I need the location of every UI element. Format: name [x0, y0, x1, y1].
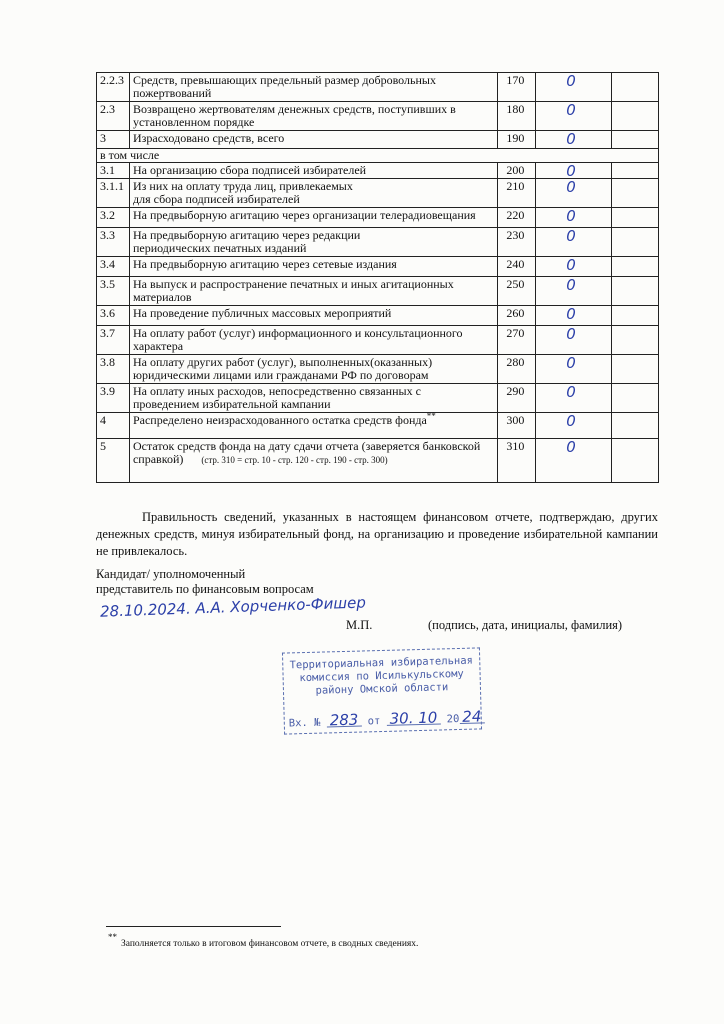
- row-number: 4: [97, 413, 130, 439]
- row-note-cell: [612, 413, 659, 439]
- handwritten-value: 0: [566, 438, 576, 456]
- row-code: 190: [498, 131, 536, 149]
- table-row: [97, 439, 659, 483]
- row-name-line: Распределено неизрасходованного остатка средств фонда: [132, 413, 427, 427]
- row-code: 260: [498, 306, 536, 326]
- row-code: 230: [498, 228, 536, 257]
- table-row: [97, 257, 659, 277]
- row-name-line: юридическими лицами или гражданами РФ по договорам: [132, 368, 429, 382]
- confirmation-text: Правильность сведений, указанных в настоящем финансовом отчете, подтверждаю, других денежных средств, минуя избирательный фонд, на организацию и проведение избирательной кампании не привлекалось.: [96, 510, 658, 558]
- row-code: 280: [498, 355, 536, 384]
- table-row: [97, 73, 659, 102]
- row-name-line: Из них на оплату труда лиц, привлекаемых: [132, 179, 353, 193]
- row-formula: (стр. 310 = стр. 10 - стр. 120 - стр. 190 - стр. 300): [201, 455, 388, 465]
- row-name-line: На предвыборную агитацию через сетевые издания: [132, 257, 397, 271]
- row-value-cell: [536, 355, 612, 384]
- row-number: 2.2.3: [97, 73, 130, 102]
- row-note-cell: [612, 73, 659, 102]
- handwritten-value: 0: [566, 162, 576, 180]
- stamp-day-month: 30. 10: [386, 711, 440, 725]
- handwritten-value: 0: [566, 256, 576, 274]
- signer-title-line-2: представитель по финансовым вопросам: [96, 582, 314, 596]
- table-row: [97, 326, 659, 355]
- row-name: [129, 413, 497, 439]
- row-name: [129, 179, 497, 208]
- row-name: [129, 384, 497, 413]
- stamp-in-prefix: Вх. №: [288, 716, 321, 730]
- row-value-cell: [536, 73, 612, 102]
- table-row: [97, 179, 659, 208]
- row-note-cell: [612, 355, 659, 384]
- row-name-line: справкой): [132, 452, 184, 466]
- row-value-cell: [536, 131, 612, 149]
- row-code: 250: [498, 277, 536, 306]
- row-note-cell: [612, 163, 659, 179]
- row-note-cell: [612, 102, 659, 131]
- table-row: [97, 131, 659, 149]
- row-code: 290: [498, 384, 536, 413]
- row-name-line: На оплату иных расходов, непосредственно связанных с: [132, 384, 421, 398]
- row-name-line: Средств, превышающих предельный размер добровольных: [132, 73, 436, 87]
- row-code: 180: [498, 102, 536, 131]
- row-value-cell: [536, 163, 612, 179]
- row-note-cell: [612, 439, 659, 483]
- row-number: 3.7: [97, 326, 130, 355]
- row-number: 3.8: [97, 355, 130, 384]
- seal-place-label: М.П.: [346, 618, 373, 632]
- row-code: 300: [498, 413, 536, 439]
- row-number: 5: [97, 439, 130, 483]
- row-number: 3.4: [97, 257, 130, 277]
- row-name: [129, 355, 497, 384]
- row-name-line: характера: [132, 339, 184, 353]
- row-name: [129, 208, 497, 228]
- row-number: 3.1: [97, 163, 130, 179]
- stamp-from-label: от: [367, 715, 381, 728]
- row-number: 3.1.1: [97, 179, 130, 208]
- row-name-line: На оплату работ (услуг) информационного и консультационного: [132, 326, 463, 340]
- row-name: [129, 326, 497, 355]
- handwritten-signature: 28.10.2024. А.А. Хорченко-Фишер: [99, 593, 367, 621]
- row-value-cell: [536, 102, 612, 131]
- row-name-line: На предвыборную агитацию через организации телерадиовещания: [132, 208, 476, 222]
- row-value-cell: [536, 326, 612, 355]
- handwritten-value: 0: [566, 383, 576, 401]
- row-name-line: установленном порядке: [132, 115, 255, 129]
- table-row: [97, 413, 659, 439]
- row-name: [129, 257, 497, 277]
- row-name: [129, 73, 497, 102]
- table-row: [97, 163, 659, 179]
- footnote-ref: **: [426, 411, 436, 421]
- registration-stamp: [282, 647, 482, 734]
- row-note-cell: [612, 179, 659, 208]
- row-name-line: Возвращено жертвователям денежных средств, поступивших в: [132, 102, 456, 116]
- row-value-cell: [536, 384, 612, 413]
- signer-title: [96, 567, 314, 597]
- row-note-cell: [612, 257, 659, 277]
- row-name-line: На выпуск и распространение печатных и иных агитационных: [132, 277, 454, 291]
- row-note-cell: [612, 306, 659, 326]
- row-value-cell: [536, 179, 612, 208]
- row-code: 170: [498, 73, 536, 102]
- row-name-line: для сбора подписей избирателей: [132, 192, 300, 206]
- stamp-year-suffix: 24: [459, 710, 484, 724]
- in-that-number-label: в том числе: [97, 149, 659, 163]
- table-row: [97, 306, 659, 326]
- row-code: 310: [498, 439, 536, 483]
- row-name-line: На оплату других работ (услуг), выполненных(оказанных): [132, 355, 433, 369]
- stamp-in-number: 283: [327, 714, 362, 728]
- table-row: [97, 208, 659, 228]
- row-name: [129, 306, 497, 326]
- handwritten-value: 0: [566, 72, 576, 90]
- handwritten-value: 0: [566, 130, 576, 148]
- row-name: [129, 131, 497, 149]
- row-number: 3.2: [97, 208, 130, 228]
- row-value-cell: [536, 413, 612, 439]
- row-note-cell: [612, 277, 659, 306]
- table-row: [97, 277, 659, 306]
- row-code: 240: [498, 257, 536, 277]
- row-note-cell: [612, 208, 659, 228]
- signature-caption: (подпись, дата, инициалы, фамилия): [428, 618, 623, 632]
- handwritten-value: 0: [566, 305, 576, 323]
- row-name-line: материалов: [132, 290, 192, 304]
- handwritten-value: 0: [566, 227, 576, 245]
- handwritten-value: 0: [566, 412, 576, 430]
- signer-title-line-1: Кандидат/ уполномоченный: [96, 567, 246, 581]
- row-name-line: периодических печатных изданий: [132, 241, 307, 255]
- finance-report-table: [96, 72, 659, 483]
- row-note-cell: [612, 384, 659, 413]
- row-name: [129, 228, 497, 257]
- row-name-line: На предвыборную агитацию через редакции: [132, 228, 361, 242]
- row-number: 3.6: [97, 306, 130, 326]
- row-note-cell: [612, 228, 659, 257]
- row-code: 270: [498, 326, 536, 355]
- handwritten-value: 0: [566, 101, 576, 119]
- row-note-cell: [612, 326, 659, 355]
- row-number: 3: [97, 131, 130, 149]
- footnote-mark: **: [108, 932, 117, 942]
- row-number: 3.5: [97, 277, 130, 306]
- row-code: 210: [498, 179, 536, 208]
- stamp-registration-line: [288, 707, 482, 730]
- stamp-line-2: комиссия по Исилькульскому: [299, 667, 464, 685]
- stamp-line-3: району Омской области: [315, 681, 449, 697]
- row-name: [129, 163, 497, 179]
- row-note-cell: [612, 131, 659, 149]
- row-code: 220: [498, 208, 536, 228]
- footnote-rule: [106, 926, 281, 927]
- table-row: [97, 102, 659, 131]
- row-value-cell: [536, 306, 612, 326]
- table-row: [97, 355, 659, 384]
- row-number: 3.3: [97, 228, 130, 257]
- row-name-line: На проведение публичных массовых мероприятий: [132, 306, 392, 320]
- row-number: 3.9: [97, 384, 130, 413]
- row-name-line: пожертвований: [132, 86, 212, 100]
- row-value-cell: [536, 277, 612, 306]
- handwritten-value: 0: [566, 207, 576, 225]
- handwritten-value: 0: [566, 354, 576, 372]
- row-name-line: Остаток средств фонда на дату сдачи отчета (заверяется банковской: [132, 439, 481, 453]
- row-value-cell: [536, 208, 612, 228]
- row-name-line: Израсходовано средств, всего: [132, 131, 285, 145]
- row-name: [129, 439, 497, 483]
- handwritten-value: 0: [566, 178, 576, 196]
- handwritten-value: 0: [566, 276, 576, 294]
- handwritten-value: 0: [566, 325, 576, 343]
- row-value-cell: [536, 228, 612, 257]
- stamp-year-prefix: 20: [446, 712, 460, 726]
- subheader-row: [97, 149, 659, 163]
- row-code: 200: [498, 163, 536, 179]
- footnote-text: Заполняется только в итоговом финансовом отчете, в сводных сведениях.: [121, 939, 419, 949]
- row-number: 2.3: [97, 102, 130, 131]
- row-value-cell: [536, 257, 612, 277]
- stamp-line-1: Территориальная избирательная: [289, 654, 474, 672]
- table-row: [97, 384, 659, 413]
- table-row: [97, 228, 659, 257]
- row-name: [129, 102, 497, 131]
- row-name-line: На организацию сбора подписей избирателей: [132, 163, 367, 177]
- row-value-cell: [536, 439, 612, 483]
- row-name-line: проведением избирательной кампании: [132, 397, 331, 411]
- row-name: [129, 277, 497, 306]
